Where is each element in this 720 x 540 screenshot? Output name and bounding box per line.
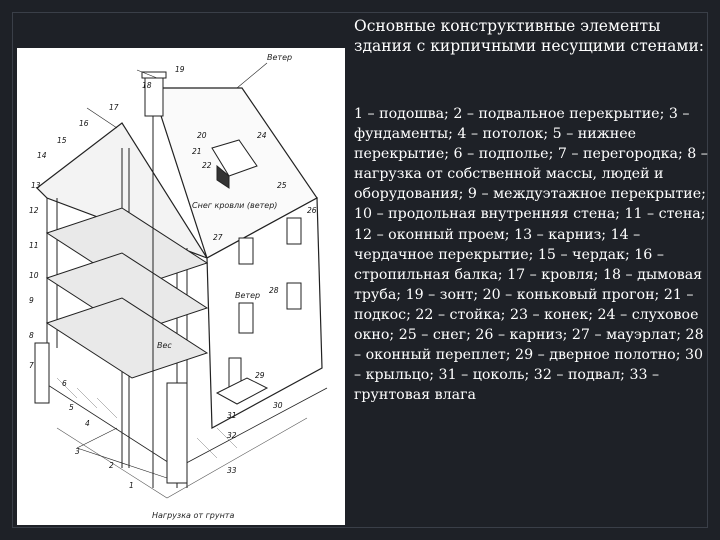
callout-26: 26 — [307, 206, 317, 215]
callout-11: 11 — [29, 241, 39, 250]
callout-25: 25 — [277, 181, 287, 190]
callout-31: 31 — [227, 411, 237, 420]
callout-22: 22 — [202, 161, 212, 170]
callout-28: 28 — [269, 286, 279, 295]
building-diagram — [17, 48, 345, 525]
callout-18: 18 — [142, 81, 152, 90]
callout-1: 1 — [129, 481, 134, 490]
callout-16: 16 — [79, 119, 89, 128]
label-bottom: Нагрузка от грунта — [152, 511, 235, 520]
callout-17: 17 — [109, 103, 119, 112]
label-roof-snow: Снег кровли (ветер) — [192, 201, 278, 210]
callout-6: 6 — [62, 379, 67, 388]
label-wind-mid: Ветер — [235, 291, 261, 300]
building-drawing — [17, 48, 345, 525]
callout-24: 24 — [257, 131, 267, 140]
label-top-right: Ветер — [267, 53, 293, 62]
callout-3: 3 — [75, 447, 80, 456]
callout-19: 19 — [175, 65, 185, 74]
callout-5: 5 — [69, 403, 74, 412]
callout-21: 21 — [192, 147, 202, 156]
callout-12: 12 — [29, 206, 39, 215]
callout-7: 7 — [29, 361, 34, 370]
callout-8: 8 — [29, 331, 34, 340]
label-left-vertical: Вес — [157, 341, 172, 350]
callout-4: 4 — [85, 419, 90, 428]
callout-14: 14 — [37, 151, 47, 160]
callout-2: 2 — [109, 461, 114, 470]
callout-32: 32 — [227, 431, 237, 440]
callout-20: 20 — [197, 131, 207, 140]
callout-9: 9 — [29, 296, 34, 305]
callout-29: 29 — [255, 371, 265, 380]
callout-13: 13 — [31, 181, 41, 190]
callout-27: 27 — [213, 233, 223, 242]
legend-text: 1 – подошва; 2 – подвальное перекрытие; 3 – фундаменты; 4 – потолок; 5 – нижнее перекрытие; 6 – подполье; 7 – перегородка; 8 – нагрузка от собственной массы, людей и оборудования; 9 – междуэтажное перекрытие; 10 – продольная внутренняя стена; 11 – стена; 12 – оконный проем; 13 – карниз; 14 – чердачное перекрытие; 15 – чердак; 16 – стропильная балка; 17 – кровля; 18 – дымовая труба; 19 – зонт; 20 – коньковый прогон; 21 – подкос; 22 – стойка; 23 – конек; 24 – слуховое окно; 25 – снег; 26 – карниз; 27 – мауэрлат; 28 – оконный переплет; 29 – дверное полотно; 30 – крыльцо; 31 – цоколь; 32 – подвал; 33 – грунтовая влага — [354, 106, 708, 404]
callout-30: 30 — [273, 401, 283, 410]
callout-10: 10 — [29, 271, 39, 280]
slide-title: Основные конструктивные элементы здания с кирпичными несущими стенами: — [354, 17, 705, 55]
callout-15: 15 — [57, 136, 67, 145]
callout-33: 33 — [227, 466, 237, 475]
